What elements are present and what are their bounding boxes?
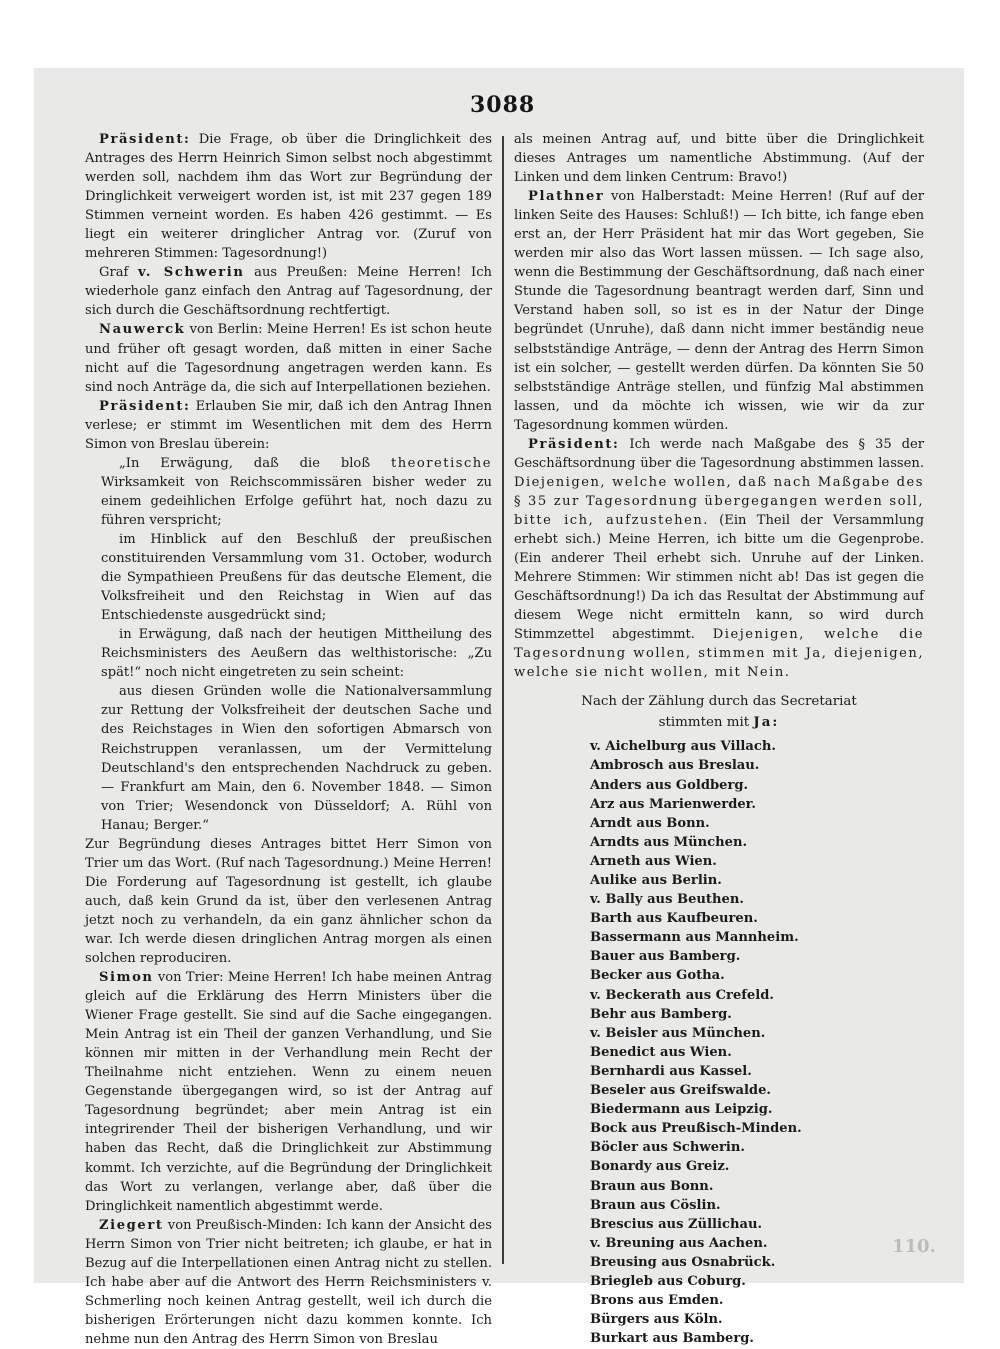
speaker-name: v. Schwerin xyxy=(138,265,245,281)
speaker-name: Nauwerck xyxy=(99,322,186,338)
list-item: Becker aus Gotha. xyxy=(590,968,725,984)
list-item: v. Bally aus Beuthen. xyxy=(590,892,744,908)
speaker-title: Graf xyxy=(99,265,139,281)
emphasized-instruction: Diejenigen, welche die Tagesordnung wollen, stimmen mit Ja, diejenigen, welche sie nicht wollen, mit Nein. xyxy=(514,627,924,681)
list-item: v. Breuning aus Aachen. xyxy=(590,1235,768,1251)
list-item: Burkart aus Bamberg. xyxy=(590,1331,754,1347)
list-item: Biedermann aus Leipzig. xyxy=(590,1102,773,1118)
list-item: Brescius aus Züllichau. xyxy=(590,1216,763,1232)
motion-quote-3: in Erwägung, daß nach der heutigen Mittheilung des Reichsministers des Aeußern das welthistorische: „Zu spät!“ noch nicht eingetreten zu sein scheint: xyxy=(101,627,492,681)
list-item: Bonardy aus Greiz. xyxy=(590,1159,730,1175)
list-item: Bauer aus Bamberg. xyxy=(590,949,741,965)
paragraph-text: Erlauben Sie mir, daß ich den Antrag Ihnen verlese; er stimmt im Wesentlichen mit dem des Herrn Simon von Breslau überein: xyxy=(85,398,492,452)
signature-mark: 110. xyxy=(892,1236,936,1257)
paragraph-ziegert xyxy=(85,1216,492,1349)
vote-yes-label: Ja: xyxy=(753,714,780,731)
paragraph-president-3: Zur Begründung dieses Antrages bittet Herr Simon von Trier um das Wort. (Ruf nach Tagesordnung.) Meine Herren! Die Forderung auf Tagesordnung ist gestellt, ich glaube auch, daß kein Grund da ist, über den verlesenen Antrag jetzt noch zu verhandeln, da ein ganz ähnlicher schon da war. Ich werde diesen dringlichen Antrag morgen als einen solchen reproduciren. xyxy=(85,836,492,967)
speaker-name: Präsident: xyxy=(99,132,191,147)
list-item: Brons aus Emden. xyxy=(590,1293,724,1309)
vote-heading: Nach der Zählung durch das Secretariat stimmten mit Ja: xyxy=(581,694,857,731)
motion-quote-1: „In Erwägung, daß die bloß theoretische Wirksamkeit von Reichscommissären bisher weder zu einem gedeihlichen Erfolge geführt hat, noch dazu zu führen verspricht; xyxy=(101,455,492,528)
list-item: v. Aichelburg aus Villach. xyxy=(590,739,776,755)
paragraph-text: von Trier: Meine Herren! Ich habe meinen Antrag gleich auf die Erklärung des Herrn Ministers über die Wiener Frage gestellt. Sie sind auf die Sache eingegangen. Mein Antrag ist ein Theil der ganzen Verhandlung, und Sie können mir mitten in der Verhandlung mein Recht der Theilnahme nicht entziehen. Wenn zu einem neuen Gegenstande übergegangen wird, so ist der Antrag auf Tagesordnung begründet; aber mein Antrag ist ein integrirender Theil der bisherigen Verhandlung, und wir haben das Recht, daß die Dringlichkeit zur Abstimmung kommt. Ich verzichte, auf die Begründung der Dringlichkeit das Wort zu verlangen, verlange aber, daß über die Dringlichkeit namentlich abgestimmt werde. xyxy=(85,970,492,1214)
list-item: v. Beisler aus München. xyxy=(590,1025,766,1041)
list-item: Bernhardi aus Kassel. xyxy=(590,1063,752,1079)
list-item: Anders aus Goldberg. xyxy=(590,777,749,793)
paragraph-nauwerck xyxy=(85,320,492,396)
motion-quote-2: im Hinblick auf den Beschluß der preußischen constituirenden Versammlung vom 31. October, wodurch die Sympathieen Preußens für das deutsche Element, die Volksfreiheit und den Reichstag in Wien auf das Entschiedenste ausgedrückt sind; xyxy=(101,531,492,624)
speaker-name: Plathner xyxy=(528,189,605,205)
paragraph-text: Die Frage, ob über die Dringlichkeit des Antrages des Herrn Heinrich Simon selbst noch abgestimmt werden soll, nachdem ihm das Wort zur Begründung der Dringlichkeit verweigert worden ist, ist mit 237 gegen 189 Stimmen verneint worden. Es haben 426 gestimmt. — Es liegt ein weiterer dringlicher Antrag vor. (Zuruf von mehreren Stimmen: Tagesordnung!) xyxy=(85,132,492,262)
speaker-name: Präsident: xyxy=(528,436,620,452)
list-item: Arndts aus München. xyxy=(590,834,748,850)
left-column xyxy=(85,130,492,1349)
list-item: v. Beckerath aus Crefeld. xyxy=(590,987,774,1003)
list-item: Briegleb aus Coburg. xyxy=(590,1273,746,1289)
paragraph-text: von Preußisch-Minden: Ich kann der Ansicht des Herrn Simon von Trier nicht beitreten; ich glaube, er hat in Bezug auf die Interpellationen einen Antrag nicht zu stellen. Ich habe aber auf die Antwort des Herrn Reichsministers v. Schmerling noch keinen Antrag gestellt, weil ich durch die bisherigen Erörterungen nicht dazu kommen konnte. Ich nehme nun den Antrag des Herrn Simon von Breslau xyxy=(85,1217,492,1347)
motion-quote-4: aus diesen Gründen wolle die Nationalversammlung zur Rettung der Volksfreiheit der deutschen Sache und des Reichstages in Wien den sofortigen Abmarsch von Reichstruppen veranlassen, um der Vermittelung Deutschland's den entsprechenden Nachdruck zu geben. — Frankfurt am Main, den 6. November 1848. — Simon von Trier; Wesendonck von Düsseldorf; A. Rühl von Hanau; Berger.“ xyxy=(101,684,492,833)
paragraph-president-2 xyxy=(85,397,492,454)
list-item: Braun aus Bonn. xyxy=(590,1178,714,1194)
column-divider xyxy=(502,136,504,1264)
paragraph-plathner xyxy=(514,187,924,435)
page-number: 3088 xyxy=(470,92,536,118)
emphasized-question: Diejenigen, welche wollen, daß nach Maßgabe des § 35 zur Tagesordnung übergegangen werden soll, bitte ich, aufzustehen. xyxy=(514,474,924,528)
list-item: Benedict aus Wien. xyxy=(590,1044,732,1060)
list-item: Arz aus Marienwerder. xyxy=(590,796,756,812)
speaker-name: Ziegert xyxy=(99,1217,164,1233)
right-column xyxy=(514,130,924,1348)
emphasized-word: theoretische xyxy=(390,455,492,471)
list-item: Bassermann aus Mannheim. xyxy=(590,930,799,946)
speaker-name: Präsident: xyxy=(99,398,191,414)
paragraph-text: aus Preußen: Meine Herren! Ich wiederhole ganz einfach den Antrag auf Tagesordnung, der sich durch die Geschäftsordnung rechtfertigt. xyxy=(85,265,492,319)
list-item: Ambrosch aus Breslau. xyxy=(590,758,760,774)
list-item: Behr aus Bamberg. xyxy=(590,1006,732,1022)
list-item: Bock aus Preußisch-Minden. xyxy=(590,1121,802,1137)
yes-vote-list xyxy=(514,737,924,1348)
paragraph-president-1 xyxy=(85,130,492,263)
list-item: Arndt aus Bonn. xyxy=(590,815,710,831)
list-item: Bürgers aus Köln. xyxy=(590,1312,723,1328)
list-item: Arneth aus Wien. xyxy=(590,853,717,869)
paragraph-text: von Berlin: Meine Herren! Es ist schon heute und früher oft gesagt worden, daß mitten in einer Sache nicht auf die Tagesordnung angetragen werden kann. Es sind noch Anträge da, die sich auf Interpellationen beziehen. xyxy=(85,322,492,395)
paragraph-schwerin xyxy=(85,263,492,320)
list-item: Böcler aus Schwerin. xyxy=(590,1140,745,1156)
speaker-name: Simon xyxy=(99,970,154,986)
list-item: Beseler aus Greifswalde. xyxy=(590,1083,771,1099)
list-item: Breusing aus Osnabrück. xyxy=(590,1254,776,1270)
list-item: Braun aus Cöslin. xyxy=(590,1197,721,1213)
paragraph-ziegert-continued: als meinen Antrag auf, und bitte über die Dringlichkeit dieses Antrages um namentliche Abstimmung. (Auf der Linken und dem linken Centrum: Bravo!) xyxy=(514,132,924,186)
paragraph-text: von Halberstadt: Meine Herren! (Ruf auf der linken Seite des Hauses: Schluß!) — Ich bitte, ich fange eben erst an, der Herr Präsident hat mir das Wort gegeben, Sie werden mir also das Wort lassen müssen. — Ich sage also, wenn die Bestimmung der Geschäftsordnung, daß nach einer Stunde die Tagesordnung beantragt werden darf, Sinn und Verstand haben soll, so ist es in der Natur der Dinge begründet (Unruhe), daß dann nicht immer beständig neue selbstständige Anträge, — denn der Antrag des Herrn Simon ist ein solcher, — gestellt werden dürfen. Da könnten Sie 50 selbstständige Anträge stellen, und fünfzig Mal abstimmen lassen, und da möchte ich wissen, wie wir da zur Tagesordnung kommen würden. xyxy=(514,189,924,433)
list-item: Aulike aus Berlin. xyxy=(590,873,722,889)
paragraph-simon xyxy=(85,968,492,1216)
paragraph-president-4: Präsident: Ich werde nach Maßgabe des § 35 der Geschäftsordnung über die Tagesordnung abstimmen lassen. Diejenigen, welche wollen, daß nach Maßgabe des § 35 zur Tagesordnung übergegangen werden soll, bitte ich, aufzustehen. (Ein Theil der Versammlung erhebt sich.) Meine Herren, ich bitte um die Gegenprobe. (Ein anderer Theil erhebt sich. Unruhe auf der Linken. Mehrere Stimmen: Wir stimmen nicht ab! Das ist gegen die Geschäftsordnung!) Da ich das Resultat der Abstimmung auf diesem Wege nicht ermitteln kann, so wird durch Stimmzettel abgestimmt. Diejenigen, welche die Tagesordnung wollen, stimmen mit Ja, diejenigen, welche sie nicht wollen, mit Nein. xyxy=(514,436,924,681)
list-item: Barth aus Kaufbeuren. xyxy=(590,911,758,927)
